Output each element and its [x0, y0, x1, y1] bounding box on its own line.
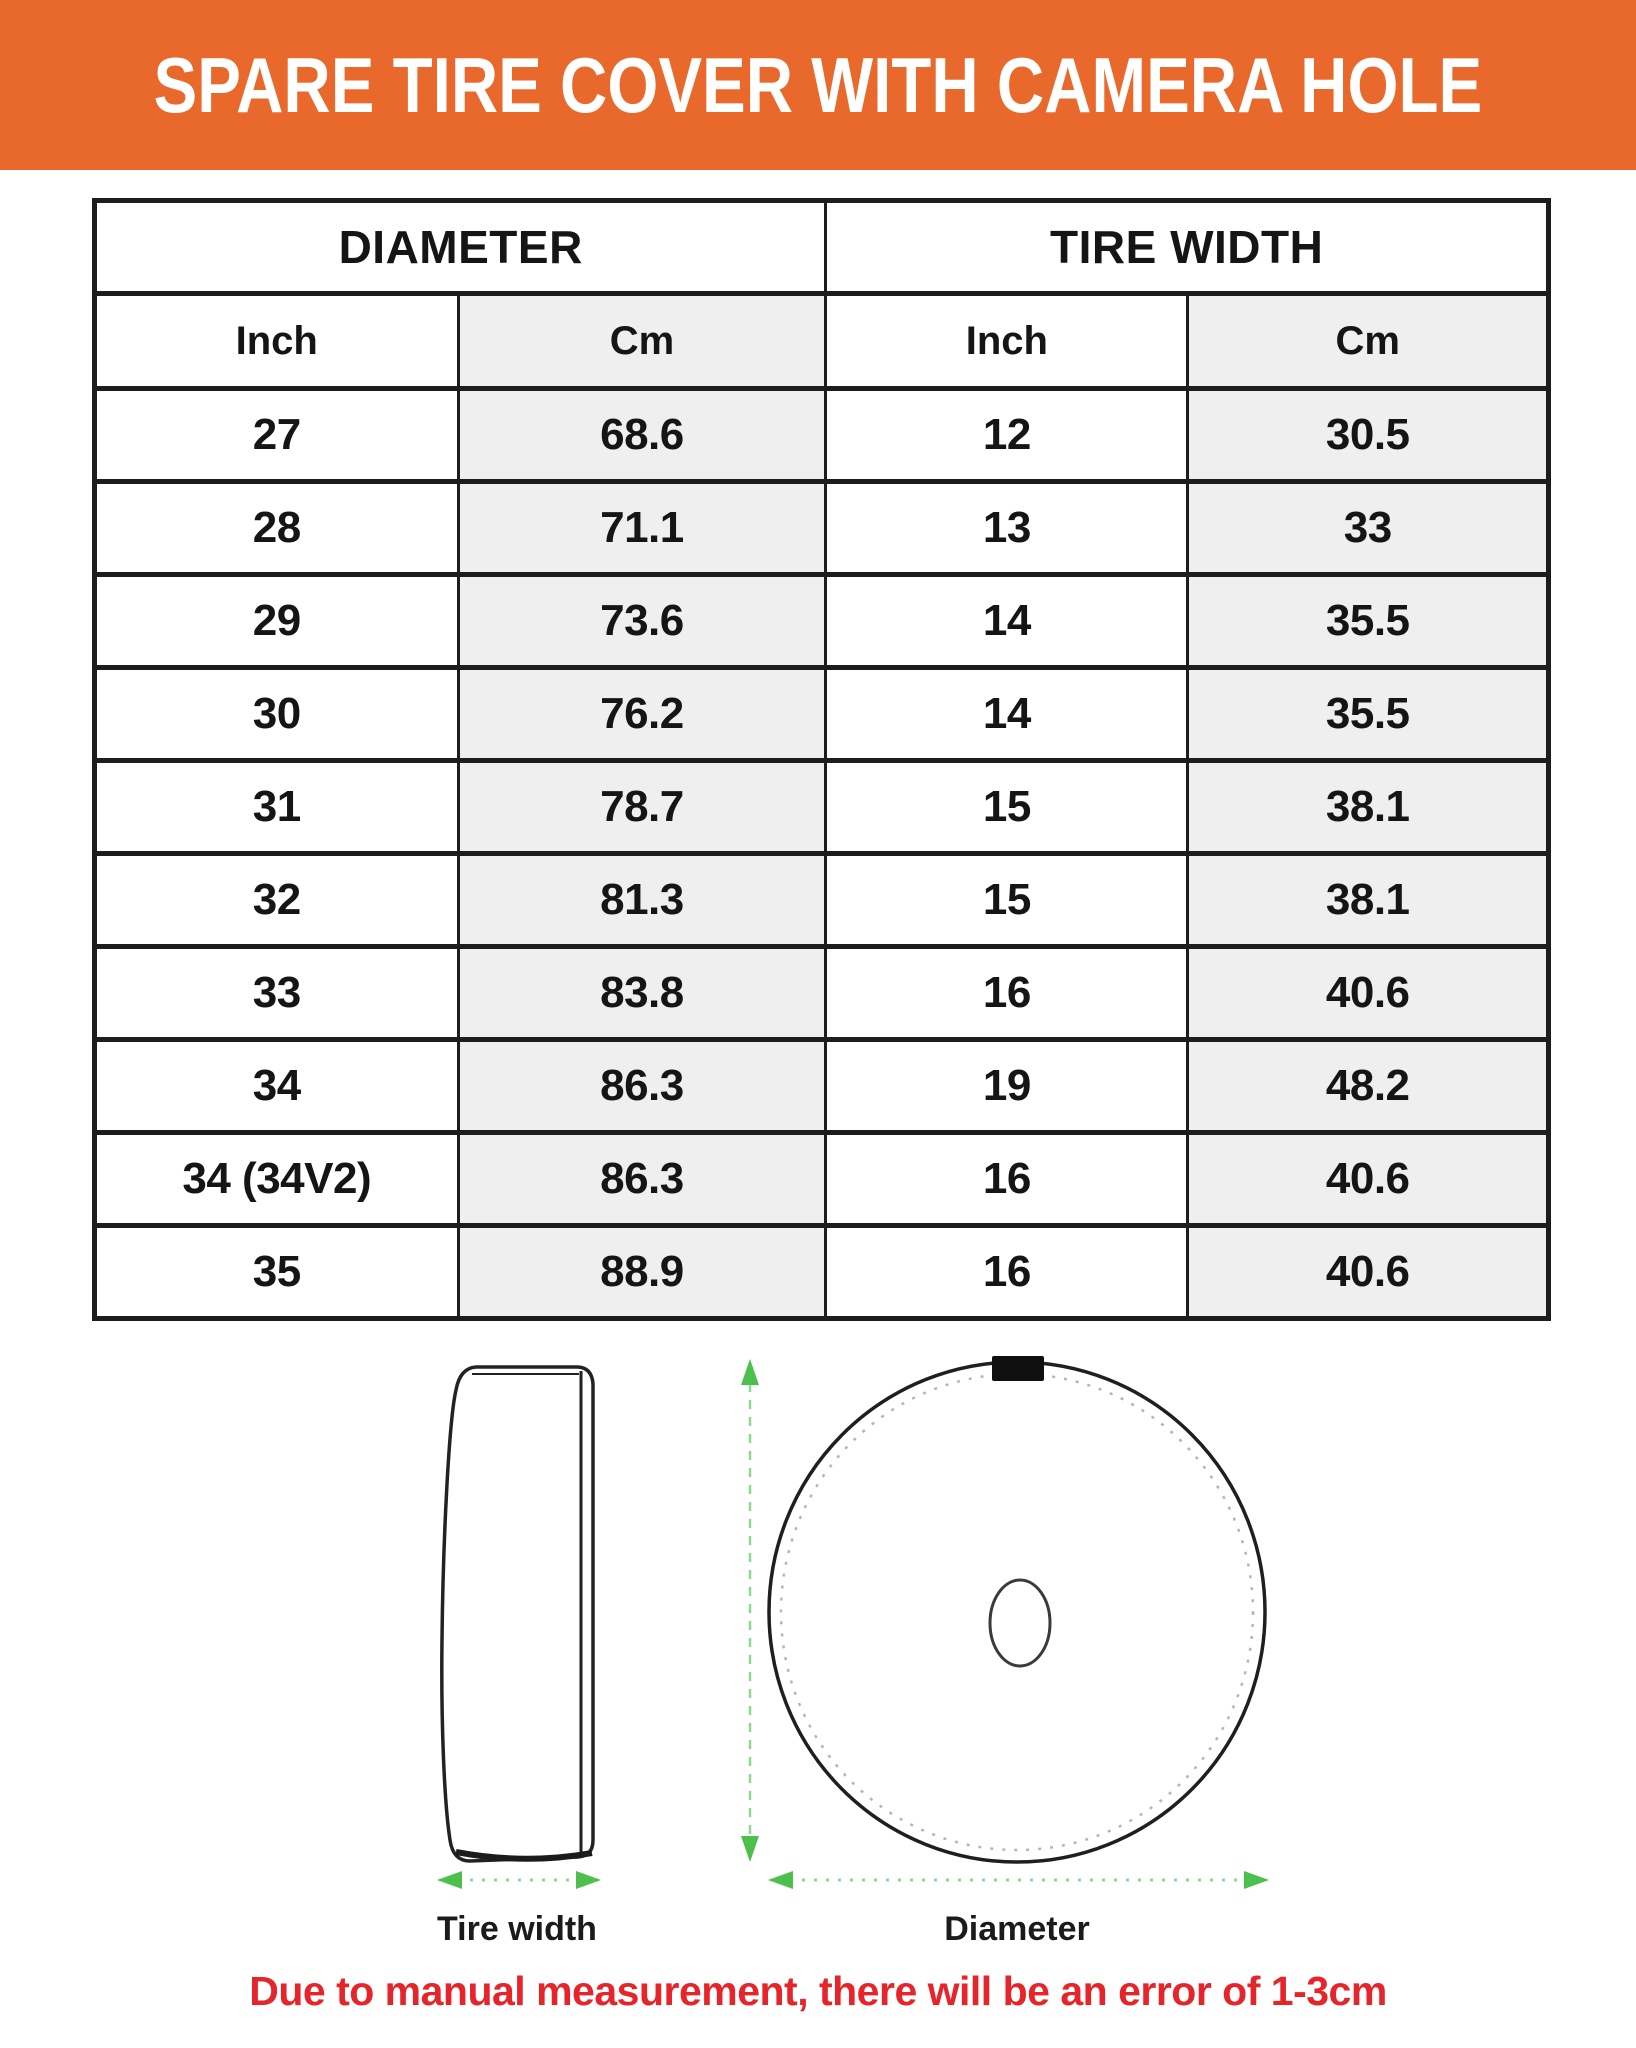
top-tag-marker	[992, 1356, 1044, 1381]
arrow-down-icon	[741, 1836, 759, 1862]
diameter-arrow	[768, 1871, 1269, 1889]
table-cell: 40.6	[1188, 947, 1549, 1040]
table-row	[95, 575, 1549, 668]
measurement-error-note: Due to manual measurement, there will be an error of 1-3cm	[249, 1968, 1387, 2014]
table-cell: 40.6	[1188, 1226, 1549, 1319]
size-table	[92, 198, 1551, 1321]
table-cell: 16	[826, 947, 1188, 1040]
table-subheader-row	[95, 294, 1549, 389]
table-row	[95, 1040, 1549, 1133]
table-cell: 30	[95, 668, 459, 761]
title-banner	[0, 0, 1636, 170]
table-row	[95, 668, 1549, 761]
table-cell: 16	[826, 1226, 1188, 1319]
table-cell: 31	[95, 761, 459, 854]
diameter-label: Diameter	[944, 1910, 1090, 1948]
height-arrow	[741, 1359, 759, 1862]
table-cell: 71.1	[458, 482, 826, 575]
table-row	[95, 947, 1549, 1040]
width-cm-header: Cm	[1188, 294, 1549, 389]
arrow-right-icon	[1244, 1871, 1269, 1889]
table-row	[95, 389, 1549, 482]
table-cell: 78.7	[458, 761, 826, 854]
table-cell: 48.2	[1188, 1040, 1549, 1133]
width-inch-header: Inch	[826, 294, 1188, 389]
table-cell: 35	[95, 1226, 459, 1319]
table-cell: 40.6	[1188, 1133, 1549, 1226]
table-cell: 88.9	[458, 1226, 826, 1319]
tire-width-group-header: TIRE WIDTH	[826, 201, 1549, 294]
table-row	[95, 1226, 1549, 1319]
table-cell: 38.1	[1188, 854, 1549, 947]
table-cell: 14	[826, 668, 1188, 761]
table-cell: 35.5	[1188, 668, 1549, 761]
table-cell: 34	[95, 1040, 459, 1133]
table-cell: 86.3	[458, 1040, 826, 1133]
table-row	[95, 482, 1549, 575]
arrow-left-icon	[768, 1871, 793, 1889]
camera-hole	[990, 1580, 1050, 1666]
table-cell: 33	[95, 947, 459, 1040]
table-cell: 83.8	[458, 947, 826, 1040]
table-cell: 30.5	[1188, 389, 1549, 482]
tire-width-label: Tire width	[437, 1910, 597, 1948]
table-cell: 14	[826, 575, 1188, 668]
tire-cover-diagram-svg	[0, 1335, 1636, 1960]
table-cell: 15	[826, 854, 1188, 947]
table-cell: 34 (34V2)	[95, 1133, 459, 1226]
arrow-right-icon	[576, 1871, 601, 1889]
table-cell: 73.6	[458, 575, 826, 668]
table-cell: 15	[826, 761, 1188, 854]
table-cell: 35.5	[1188, 575, 1549, 668]
arrow-up-icon	[741, 1359, 759, 1385]
table-row	[95, 761, 1549, 854]
table-cell: 12	[826, 389, 1188, 482]
table-row	[95, 854, 1549, 947]
page-title: SPARE TIRE COVER WITH CAMERA HOLE	[153, 40, 1483, 129]
table-cell: 76.2	[458, 668, 826, 761]
table-cell: 81.3	[458, 854, 826, 947]
table-cell: 16	[826, 1133, 1188, 1226]
diameter-cm-header: Cm	[458, 294, 826, 389]
side-view-outline	[442, 1367, 593, 1861]
table-cell: 29	[95, 575, 459, 668]
measurement-diagram	[0, 1335, 1636, 1960]
side-view-diagram	[442, 1367, 593, 1861]
diameter-group-header: DIAMETER	[95, 201, 826, 294]
table-cell: 86.3	[458, 1133, 826, 1226]
front-view-diagram	[769, 1356, 1265, 1862]
table-cell: 33	[1188, 482, 1549, 575]
table-cell: 32	[95, 854, 459, 947]
table-cell: 28	[95, 482, 459, 575]
arrow-left-icon	[437, 1871, 462, 1889]
table-cell: 19	[826, 1040, 1188, 1133]
table-row	[95, 1133, 1549, 1226]
table-cell: 13	[826, 482, 1188, 575]
table-cell: 38.1	[1188, 761, 1549, 854]
diameter-inch-header: Inch	[95, 294, 459, 389]
table-cell: 27	[95, 389, 459, 482]
table-group-header-row	[95, 201, 1549, 294]
table-cell: 68.6	[458, 389, 826, 482]
tire-width-arrow	[437, 1871, 601, 1889]
